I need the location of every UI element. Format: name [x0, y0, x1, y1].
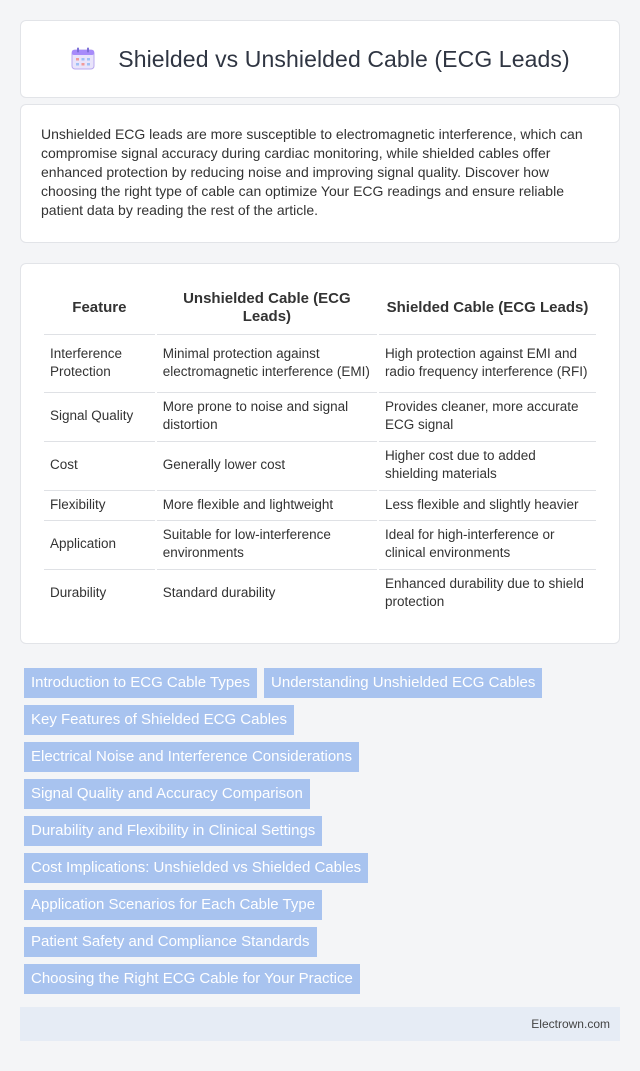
link-row: [24, 927, 620, 957]
footer: [20, 1007, 620, 1041]
link-application-scenarios[interactable]: Application Scenarios for Each Cable Type: [24, 890, 322, 920]
shielded-cell: Ideal for high-interference or clinical environments: [379, 520, 596, 567]
column-header-unshielded: Unshielded Cable (ECG Leads): [183, 290, 351, 325]
table-row: [44, 520, 596, 567]
link-row: [24, 964, 620, 994]
shielded-cell: Provides cleaner, more accurate ECG signal: [379, 392, 596, 439]
article-links: [24, 668, 620, 1001]
header-card: [20, 20, 620, 98]
unshielded-cell: More prone to noise and signal distortion: [157, 392, 377, 439]
column-header-feature: Feature: [72, 299, 127, 316]
feature-cell: Signal Quality: [44, 392, 155, 439]
table-row: [44, 441, 596, 488]
link-shielded-features[interactable]: Key Features of Shielded ECG Cables: [24, 705, 294, 735]
comparison-table-card: [20, 263, 620, 644]
unshielded-cell: Generally lower cost: [157, 441, 377, 488]
link-noise-interference[interactable]: Electrical Noise and Interference Considerations: [24, 742, 359, 772]
table-row: [44, 490, 596, 518]
link-unshielded-cables[interactable]: Understanding Unshielded ECG Cables: [264, 668, 542, 698]
comparison-table: [42, 284, 598, 618]
link-row: [24, 779, 620, 809]
table-header-row: [44, 286, 596, 332]
shielded-cell: High protection against EMI and radio frequency interference (RFI): [379, 334, 596, 390]
feature-cell: Application: [44, 520, 155, 567]
footer-site-name: Electrown.com: [531, 1017, 610, 1031]
link-introduction[interactable]: Introduction to ECG Cable Types: [24, 668, 257, 698]
link-row: [24, 890, 620, 920]
link-row: [24, 668, 620, 698]
link-choosing-cable[interactable]: Choosing the Right ECG Cable for Your Practice: [24, 964, 360, 994]
table-row: [44, 334, 596, 390]
unshielded-cell: Standard durability: [157, 569, 377, 616]
feature-cell: Interference Protection: [44, 334, 155, 390]
link-row: [24, 853, 620, 883]
shielded-cell: Enhanced durability due to shield protection: [379, 569, 596, 616]
table-row: [44, 569, 596, 616]
link-patient-safety[interactable]: Patient Safety and Compliance Standards: [24, 927, 317, 957]
intro-paragraph: Unshielded ECG leads are more susceptible to electromagnetic interference, which can compromise signal accuracy during cardiac monitoring, while shielded cables offer enhanced protection by reducing noise and improving signal quality. Discover how choosing the right type of cable can optimize Your ECG readings and ensure reliable patient data by reading the rest of the article.: [41, 126, 583, 218]
calendar-icon: [70, 47, 96, 71]
shielded-cell: Higher cost due to added shielding materials: [379, 441, 596, 488]
shielded-cell: Less flexible and slightly heavier: [379, 490, 596, 518]
column-header-shielded: Shielded Cable (ECG Leads): [386, 299, 589, 316]
feature-cell: Flexibility: [44, 490, 155, 518]
link-row: [24, 705, 620, 735]
intro-card: [20, 104, 620, 243]
link-cost-implications[interactable]: Cost Implications: Unshielded vs Shielded Cables: [24, 853, 368, 883]
page-title: Shielded vs Unshielded Cable (ECG Leads): [118, 45, 570, 72]
link-signal-quality[interactable]: Signal Quality and Accuracy Comparison: [24, 779, 310, 809]
table-row: [44, 392, 596, 439]
link-durability-flexibility[interactable]: Durability and Flexibility in Clinical Settings: [24, 816, 322, 846]
header: [70, 46, 569, 73]
unshielded-cell: Minimal protection against electromagnetic interference (EMI): [157, 334, 377, 390]
unshielded-cell: Suitable for low-interference environments: [157, 520, 377, 567]
unshielded-cell: More flexible and lightweight: [157, 490, 377, 518]
link-row: [24, 816, 620, 846]
feature-cell: Cost: [44, 441, 155, 488]
feature-cell: Durability: [44, 569, 155, 616]
link-row: [24, 742, 620, 772]
